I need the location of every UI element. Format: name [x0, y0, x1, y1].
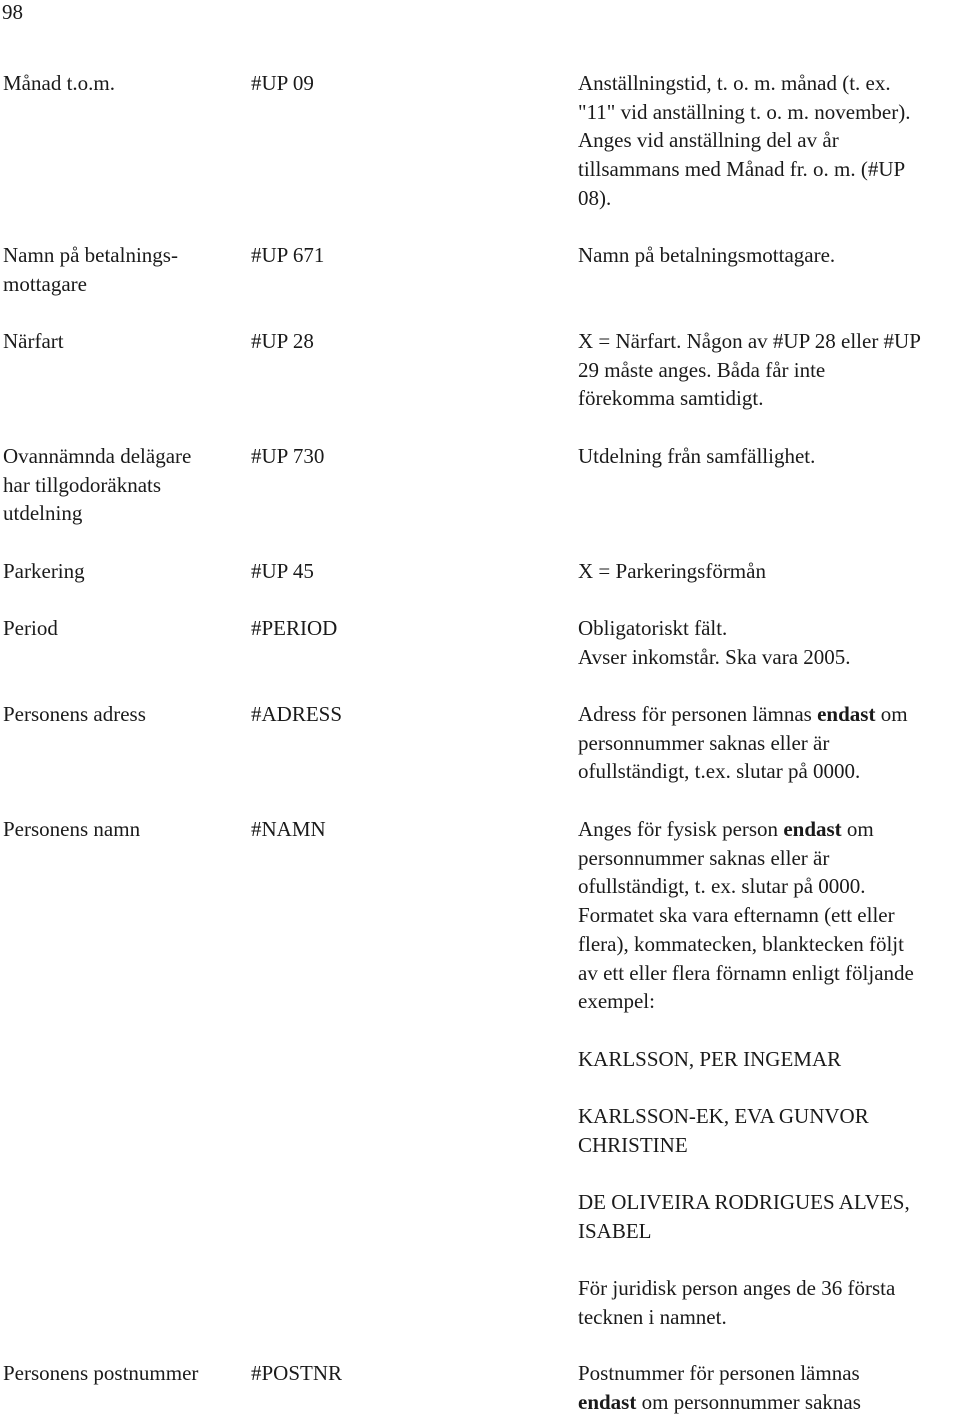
field-label-line: Parkering: [3, 559, 85, 583]
field-label: [3, 1359, 235, 1388]
text-segment: om: [841, 817, 874, 841]
field-code: #UP 28: [251, 329, 314, 353]
field-description: [578, 614, 960, 671]
field-code: #POSTNR: [251, 1361, 343, 1385]
text-segment: personnummer saknas eller är: [578, 730, 830, 755]
text-segment: Utdelning från samfällighet.: [578, 444, 816, 468]
text-segment: Anställningstid, t. o. m. månad (t. ex.: [578, 71, 891, 95]
text-segment: tecknen i namnet.: [578, 1304, 727, 1329]
description-line: [578, 872, 960, 901]
description-line: [578, 930, 960, 959]
description-paragraph: [578, 241, 960, 270]
field-label-line: utdelning: [3, 501, 83, 526]
description-line: [578, 1303, 960, 1332]
description-paragraph: [578, 557, 960, 586]
description-line: [578, 98, 960, 127]
field-description: [578, 557, 960, 586]
field-description: [578, 815, 960, 1332]
description-paragraph: [578, 442, 960, 471]
description-example: [578, 1274, 960, 1331]
field-label-line: har tillgodoräknats: [3, 472, 162, 497]
field-label-line: Ovannämnda delägare: [3, 444, 192, 468]
field-description: [578, 69, 960, 213]
field-description: [578, 442, 960, 471]
emphasis-text: endast: [817, 702, 876, 726]
text-segment: om personnummer saknas: [636, 1389, 861, 1414]
description-line: [578, 327, 960, 356]
field-label: [3, 815, 235, 844]
text-segment: ofullständigt, t. ex. slutar på 0000.: [578, 874, 866, 899]
text-segment: CHRISTINE: [578, 1132, 688, 1157]
emphasis-text: endast: [578, 1389, 637, 1414]
field-code: #PERIOD: [251, 616, 338, 640]
description-line: [578, 1388, 960, 1417]
field-label-line: mottagare: [3, 271, 87, 296]
description-line: [578, 1102, 960, 1131]
field-description: [578, 700, 960, 786]
text-segment: Anges för fysisk person: [578, 817, 784, 841]
text-segment: 08).: [578, 185, 612, 210]
text-segment: exempel:: [578, 989, 655, 1014]
text-segment: personnummer saknas eller är: [578, 845, 830, 870]
text-segment: X = Närfart. Någon av #UP 28 eller #UP: [578, 329, 921, 353]
description-line: [578, 384, 960, 413]
description-line: [578, 729, 960, 758]
description-line: [578, 757, 960, 786]
text-segment: Adress för personen lämnas: [578, 702, 818, 726]
description-paragraph: [578, 69, 960, 213]
field-label: [3, 442, 235, 528]
field-label-line: Period: [3, 616, 58, 640]
description-line: [578, 442, 960, 471]
description-line: [578, 643, 960, 672]
field-label-line: Närfart: [3, 329, 64, 353]
description-line: [578, 901, 960, 930]
field-code: #NAMN: [251, 817, 326, 841]
description-line: [578, 700, 960, 729]
description-line: [578, 1359, 960, 1388]
description-line: [578, 987, 960, 1016]
description-line: [578, 184, 960, 213]
field-label: [3, 614, 235, 643]
text-segment: av ett eller flera förnamn enligt följande: [578, 960, 914, 985]
description-line: [578, 1045, 960, 1074]
field-description: [578, 327, 960, 413]
text-segment: X = Parkeringsförmån: [578, 559, 766, 583]
description-paragraph: [578, 700, 960, 786]
description-line: [578, 1131, 960, 1160]
text-segment: 29 måste anges. Båda får inte: [578, 357, 826, 382]
description-line: [578, 815, 960, 844]
field-label: [3, 327, 235, 356]
field-description: [578, 1359, 960, 1416]
emphasis-text: endast: [783, 817, 842, 841]
text-segment: "11" vid anställning t. o. m. november).: [578, 99, 911, 124]
description-line: [578, 241, 960, 270]
field-code: #ADRESS: [251, 702, 343, 726]
field-label-line: Personens postnummer: [3, 1361, 199, 1385]
text-segment: förekomma samtidigt.: [578, 386, 764, 411]
text-segment: ofullständigt, t.ex. slutar på 0000.: [578, 759, 861, 784]
description-line: [578, 356, 960, 385]
description-line: [578, 959, 960, 988]
text-segment: För juridisk person anges de 36 första: [578, 1276, 896, 1301]
description-line: [578, 844, 960, 873]
field-label-line: Personens namn: [3, 817, 141, 841]
description-line: [578, 69, 960, 98]
description-line: [578, 1274, 960, 1303]
text-segment: KARLSSON-EK, EVA GUNVOR: [578, 1104, 869, 1128]
description-paragraph: [578, 1359, 960, 1416]
text-segment: KARLSSON, PER INGEMAR: [578, 1046, 842, 1071]
field-label-line: Månad t.o.m.: [3, 71, 115, 95]
description-line: [578, 557, 960, 586]
field-label: [3, 69, 235, 98]
text-segment: om: [875, 702, 908, 726]
text-segment: ISABEL: [578, 1218, 652, 1243]
description-line: [578, 155, 960, 184]
field-code: #UP 45: [251, 559, 314, 583]
field-label: [3, 557, 235, 586]
text-segment: Avser inkomstår. Ska vara 2005.: [578, 644, 851, 669]
text-segment: flera), kommatecken, blanktecken följt: [578, 931, 904, 956]
text-segment: Anges vid anställning del av år: [578, 128, 839, 153]
field-code: #UP 671: [251, 243, 325, 267]
description-paragraph: [578, 614, 960, 671]
description-example: [578, 1188, 960, 1245]
text-segment: DE OLIVEIRA RODRIGUES ALVES,: [578, 1190, 910, 1215]
page-number: 98: [2, 0, 23, 24]
field-code: #UP 09: [251, 71, 314, 95]
description-line: [578, 614, 960, 643]
field-label: [3, 700, 235, 729]
description-paragraph: [578, 815, 960, 1016]
field-label: [3, 241, 235, 298]
description-line: [578, 1188, 960, 1217]
text-segment: Formatet ska vara efternamn (ett eller: [578, 903, 895, 928]
text-segment: Postnummer för personen lämnas: [578, 1361, 860, 1385]
field-description: [578, 241, 960, 270]
text-segment: tillsammans med Månad fr. o. m. (#UP: [578, 157, 906, 182]
description-paragraph: [578, 327, 960, 413]
field-label-line: Namn på betalnings-: [3, 243, 178, 267]
text-segment: Namn på betalningsmottagare.: [578, 243, 836, 267]
description-line: [578, 126, 960, 155]
field-label-line: Personens adress: [3, 702, 146, 726]
description-line: [578, 1217, 960, 1246]
field-code: #UP 730: [251, 444, 325, 468]
description-example: [578, 1102, 960, 1159]
text-segment: Obligatoriskt fält.: [578, 616, 728, 640]
description-example: [578, 1045, 960, 1074]
